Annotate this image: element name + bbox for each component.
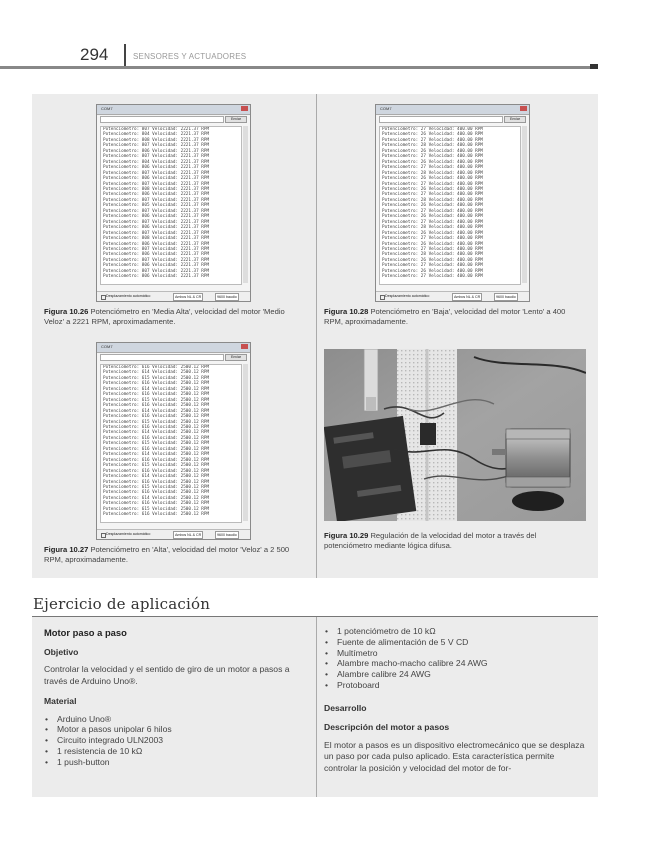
exercise-left-column (44, 627, 306, 767)
line-ending-select: Ambos NL & CR (175, 533, 202, 537)
serial-output (379, 126, 521, 285)
serial-line: Potenciometro: 28 Velocidad: 400.00 RPM (382, 170, 483, 176)
serial-line: Potenciometro: 806 Velocidad: 2221.37 RPM (103, 214, 210, 220)
serial-line: Potenciometro: 615 Velocidad: 2500.12 RPM (103, 441, 210, 447)
serial-line: Potenciometro: 807 Velocidad: 2221.37 RPM (103, 170, 210, 176)
autoscroll-label: Desplazamiento automático (106, 294, 151, 298)
header-rule (0, 66, 598, 69)
caption-text: Regulación de la velocidad del motor a través del potenciómetro mediante lógica difusa. (324, 531, 537, 550)
serial-line: Potenciometro: 806 Velocidad: 2221.37 RPM (103, 274, 210, 280)
caption-label: Figura 10.26 (44, 307, 89, 316)
objective-text: Controlar la velocidad y el sentido de giro de un motor a pasos a través de Arduino Uno®. (44, 664, 290, 686)
serial-line: Potenciometro: 27 Velocidad: 400.00 RPM (382, 246, 483, 252)
serial-line: Potenciometro: 28 Velocidad: 400.00 RPM (382, 143, 483, 149)
window-title: COM7 (380, 106, 392, 111)
scrollbar (243, 126, 248, 283)
serial-line: Potenciometro: 28 Velocidad: 400.00 RPM (382, 252, 483, 258)
send-button: Enviar (225, 116, 247, 123)
serial-line: Potenciometro: 614 Velocidad: 2500.12 RPM (103, 495, 210, 501)
serial-line: Potenciometro: 807 Velocidad: 2221.37 RPM (103, 197, 210, 203)
serial-line: Potenciometro: 26 Velocidad: 400.00 RPM (382, 241, 483, 247)
serial-line: Potenciometro: 807 Velocidad: 2221.37 RPM (103, 257, 210, 263)
serial-line: Potenciometro: 806 Velocidad: 2221.37 RPM (103, 252, 210, 258)
caption-label: Figura 10.27 (44, 545, 89, 554)
serial-line: Potenciometro: 806 Velocidad: 2221.37 RPM (103, 241, 210, 247)
serial-line: Potenciometro: 804 Velocidad: 2221.37 RPM (103, 132, 210, 138)
list-item: • 1 potenciómetro de 10 kΩ (324, 626, 586, 637)
window-titlebar (376, 105, 529, 115)
serial-line: Potenciometro: 615 Velocidad: 2500.12 RPM (103, 397, 210, 403)
figure-panel-divider (316, 94, 317, 578)
line-ending-select: Ambos NL & CR (454, 295, 481, 299)
serial-line: Potenciometro: 616 Velocidad: 2500.12 RPM (103, 479, 210, 485)
serial-line: Potenciometro: 807 Velocidad: 2221.37 RPM (103, 143, 210, 149)
serial-line: Potenciometro: 808 Velocidad: 2221.37 RPM (103, 137, 210, 143)
serial-line: Potenciometro: 26 Velocidad: 400.00 RPM (382, 148, 483, 154)
serial-line: Potenciometro: 807 Velocidad: 2221.37 RPM (103, 181, 210, 187)
objective-heading: Objetivo (44, 646, 79, 657)
serial-line: Potenciometro: 614 Velocidad: 2500.12 RPM (103, 430, 210, 436)
header-divider (124, 44, 126, 66)
serial-line: Potenciometro: 614 Velocidad: 2500.12 RPM (103, 408, 210, 414)
serial-line: Potenciometro: 614 Velocidad: 2500.12 RPM (103, 452, 210, 458)
serial-line: Potenciometro: 805 Velocidad: 2221.37 RPM (103, 203, 210, 209)
header-rule-marker (590, 64, 598, 69)
serial-line: Potenciometro: 616 Velocidad: 2500.12 RPM (103, 414, 210, 420)
serial-input (379, 116, 503, 123)
serial-line: Potenciometro: 27 Velocidad: 400.00 RPM (382, 208, 483, 214)
scrollbar (522, 126, 527, 283)
list-item: • Alambre macho-macho calibre 24 AWG (324, 658, 586, 669)
serial-line: Potenciometro: 27 Velocidad: 400.00 RPM (382, 127, 483, 132)
exercise-right-column (324, 626, 586, 774)
serial-line: Potenciometro: 808 Velocidad: 2221.37 RPM (103, 236, 210, 242)
serial-line: Potenciometro: 615 Velocidad: 2500.12 RPM (103, 506, 210, 512)
serial-line: Potenciometro: 806 Velocidad: 2221.37 RPM (103, 148, 210, 154)
line-ending-select: Ambos NL & CR (175, 295, 202, 299)
serial-line: Potenciometro: 27 Velocidad: 400.00 RPM (382, 181, 483, 187)
serial-line: Potenciometro: 614 Velocidad: 2500.12 RPM (103, 386, 210, 392)
driver-chip (420, 423, 436, 445)
baud-select: 9600 baudio (217, 295, 237, 299)
serial-line: Potenciometro: 806 Velocidad: 2221.37 RPM (103, 225, 210, 231)
serial-line: Potenciometro: 616 Velocidad: 2500.12 RPM (103, 446, 210, 452)
baud-select: 9600 baudio (496, 295, 516, 299)
breadboard-photo (324, 349, 586, 521)
exercise-title: Ejercicio de aplicación (33, 595, 211, 613)
serial-line: Potenciometro: 26 Velocidad: 400.00 RPM (382, 159, 483, 165)
motor-base (512, 491, 564, 511)
serial-line: Potenciometro: 808 Velocidad: 2221.37 RPM (103, 186, 210, 192)
close-icon (520, 106, 527, 111)
materials-list-left (44, 714, 306, 768)
list-item: • 1 resistencia de 10 kΩ (44, 746, 306, 757)
serial-line: Potenciometro: 614 Velocidad: 2500.12 RPM (103, 474, 210, 480)
serial-line: Potenciometro: 804 Velocidad: 2221.37 RPM (103, 159, 210, 165)
serial-input (100, 354, 224, 361)
serial-line: Potenciometro: 26 Velocidad: 400.00 RPM (382, 132, 483, 138)
serial-line: Potenciometro: 28 Velocidad: 400.00 RPM (382, 225, 483, 231)
list-item: • Alambre calibre 24 AWG (324, 669, 586, 680)
serial-line: Potenciometro: 615 Velocidad: 2500.12 RPM (103, 463, 210, 469)
serial-line: Potenciometro: 807 Velocidad: 2221.37 RPM (103, 219, 210, 225)
close-icon (241, 106, 248, 111)
serial-line: Potenciometro: 27 Velocidad: 400.00 RPM (382, 219, 483, 225)
section-header: SENSORES Y ACTUADORES (133, 52, 247, 61)
send-button: Enviar (504, 116, 526, 123)
serial-line: Potenciometro: 26 Velocidad: 400.00 RPM (382, 176, 483, 182)
serial-line: Potenciometro: 26 Velocidad: 400.00 RPM (382, 257, 483, 263)
materials-list-right (324, 626, 586, 691)
serial-line: Potenciometro: 27 Velocidad: 400.00 RPM (382, 165, 483, 171)
serial-line: Potenciometro: 27 Velocidad: 400.00 RPM (382, 236, 483, 242)
caption-text: Potenciómetro en 'Alta', velocidad del motor 'Veloz' a 2 500 RPM, aproximadamente. (44, 545, 290, 564)
baud-select: 9600 baudio (217, 533, 237, 537)
figure-caption-27 (44, 545, 306, 565)
serial-line: Potenciometro: 806 Velocidad: 2221.37 RPM (103, 192, 210, 198)
send-button: Enviar (225, 354, 247, 361)
list-item: • Multímetro (324, 648, 586, 659)
serial-line: Potenciometro: 807 Velocidad: 2221.37 RPM (103, 154, 210, 160)
figure-caption-28 (324, 307, 586, 327)
serial-line: Potenciometro: 807 Velocidad: 2221.37 RPM (103, 268, 210, 274)
exercise-panel-divider (316, 617, 317, 797)
input-row (376, 115, 529, 123)
window-titlebar (97, 105, 250, 115)
scrollbar (243, 364, 248, 521)
serial-line: Potenciometro: 616 Velocidad: 2500.12 RPM (103, 512, 210, 518)
caption-label: Figura 10.28 (324, 307, 369, 316)
serial-line: Potenciometro: 616 Velocidad: 2500.12 RPM (103, 365, 210, 370)
list-item: • Fuente de alimentación de 5 V CD (324, 637, 586, 648)
serial-line: Potenciometro: 614 Velocidad: 2500.12 RPM (103, 370, 210, 376)
serial-line: Potenciometro: 28 Velocidad: 400.00 RPM (382, 197, 483, 203)
figure-caption-29 (324, 531, 586, 551)
serial-line: Potenciometro: 806 Velocidad: 2221.37 RPM (103, 176, 210, 182)
serial-line: Potenciometro: 616 Velocidad: 2500.12 RPM (103, 403, 210, 409)
window-title: COM7 (101, 344, 113, 349)
list-item: • Motor a pasos unipolar 6 hilos (44, 724, 306, 735)
serial-line: Potenciometro: 26 Velocidad: 400.00 RPM (382, 268, 483, 274)
serial-line: Potenciometro: 616 Velocidad: 2500.12 RPM (103, 468, 210, 474)
figure-caption-26 (44, 307, 306, 327)
serial-line: Potenciometro: 615 Velocidad: 2500.12 RPM (103, 419, 210, 425)
description-heading: Descripción del motor a pasos (324, 722, 450, 733)
serial-line: Potenciometro: 26 Velocidad: 400.00 RPM (382, 214, 483, 220)
serial-line: Potenciometro: 26 Velocidad: 400.00 RPM (382, 230, 483, 236)
serial-monitor-fig26 (96, 104, 251, 302)
autoscroll-label: Desplazamiento automático (106, 532, 151, 536)
arduino-board (324, 416, 416, 521)
serial-line: Potenciometro: 616 Velocidad: 2500.12 RPM (103, 490, 210, 496)
page-number: 294 (80, 45, 109, 64)
status-bar (97, 291, 250, 301)
serial-line: Potenciometro: 27 Velocidad: 400.00 RPM (382, 137, 483, 143)
status-bar (97, 529, 250, 539)
serial-line: Potenciometro: 806 Velocidad: 2221.37 RPM (103, 263, 210, 269)
serial-line: Potenciometro: 616 Velocidad: 2500.12 RPM (103, 435, 210, 441)
caption-label: Figura 10.29 (324, 531, 369, 540)
serial-line: Potenciometro: 27 Velocidad: 400.00 RPM (382, 263, 483, 269)
description-text: El motor a pasos es un dispositivo electromecánico que se desplaza un paso por cada pulso aplicado. Esta característica permite controlar la posición y velocidad del motor de for- (324, 739, 585, 773)
serial-line: Potenciometro: 26 Velocidad: 400.00 RPM (382, 203, 483, 209)
window-title: COM7 (101, 106, 113, 111)
serial-output (100, 126, 242, 285)
serial-line: Potenciometro: 807 Velocidad: 2221.37 RPM (103, 246, 210, 252)
serial-line: Potenciometro: 615 Velocidad: 2500.12 RPM (103, 375, 210, 381)
serial-line: Potenciometro: 616 Velocidad: 2500.12 RPM (103, 457, 210, 463)
list-item: • Circuito integrado ULN2003 (44, 735, 306, 746)
list-item: • 1 push-button (44, 757, 306, 768)
caption-text: Potenciómetro en 'Baja', velocidad del motor 'Lento' a 400 RPM, aproximadamente. (324, 307, 566, 326)
exercise-heading: Motor paso a paso (44, 627, 127, 638)
serial-line: Potenciometro: 807 Velocidad: 2221.37 RPM (103, 208, 210, 214)
serial-line: Potenciometro: 27 Velocidad: 400.00 RPM (382, 274, 483, 280)
autoscroll-label: Desplazamiento automático (385, 294, 430, 298)
serial-line: Potenciometro: 27 Velocidad: 400.00 RPM (382, 192, 483, 198)
serial-line: Potenciometro: 616 Velocidad: 2500.12 RPM (103, 424, 210, 430)
list-item: • Protoboard (324, 680, 586, 691)
serial-line: Potenciometro: 27 Velocidad: 400.00 RPM (382, 154, 483, 160)
serial-line: Potenciometro: 616 Velocidad: 2500.12 RPM (103, 501, 210, 507)
serial-line: Potenciometro: 806 Velocidad: 2221.37 RPM (103, 165, 210, 171)
material-heading: Material (44, 696, 77, 706)
status-bar (376, 291, 529, 301)
list-item: • Arduino Uno® (44, 714, 306, 725)
serial-monitor-fig27 (96, 342, 251, 540)
input-row (97, 115, 250, 123)
serial-output (100, 364, 242, 523)
serial-line: Potenciometro: 807 Velocidad: 2221.37 RPM (103, 127, 210, 132)
serial-monitor-fig28 (375, 104, 530, 302)
serial-line: Potenciometro: 26 Velocidad: 400.00 RPM (382, 186, 483, 192)
caption-text: Potenciómetro en 'Media Alta', velocidad del motor 'Medio Veloz' a 2221 RPM, aproximadamente. (44, 307, 285, 326)
development-heading: Desarrollo (324, 702, 367, 713)
serial-line: Potenciometro: 807 Velocidad: 2221.37 RPM (103, 230, 210, 236)
window-titlebar (97, 343, 250, 353)
serial-line: Potenciometro: 615 Velocidad: 2500.12 RPM (103, 484, 210, 490)
input-row (97, 353, 250, 361)
serial-line: Potenciometro: 616 Velocidad: 2500.12 RPM (103, 381, 210, 387)
serial-input (100, 116, 224, 123)
close-icon (241, 344, 248, 349)
serial-line: Potenciometro: 616 Velocidad: 2500.12 RPM (103, 392, 210, 398)
